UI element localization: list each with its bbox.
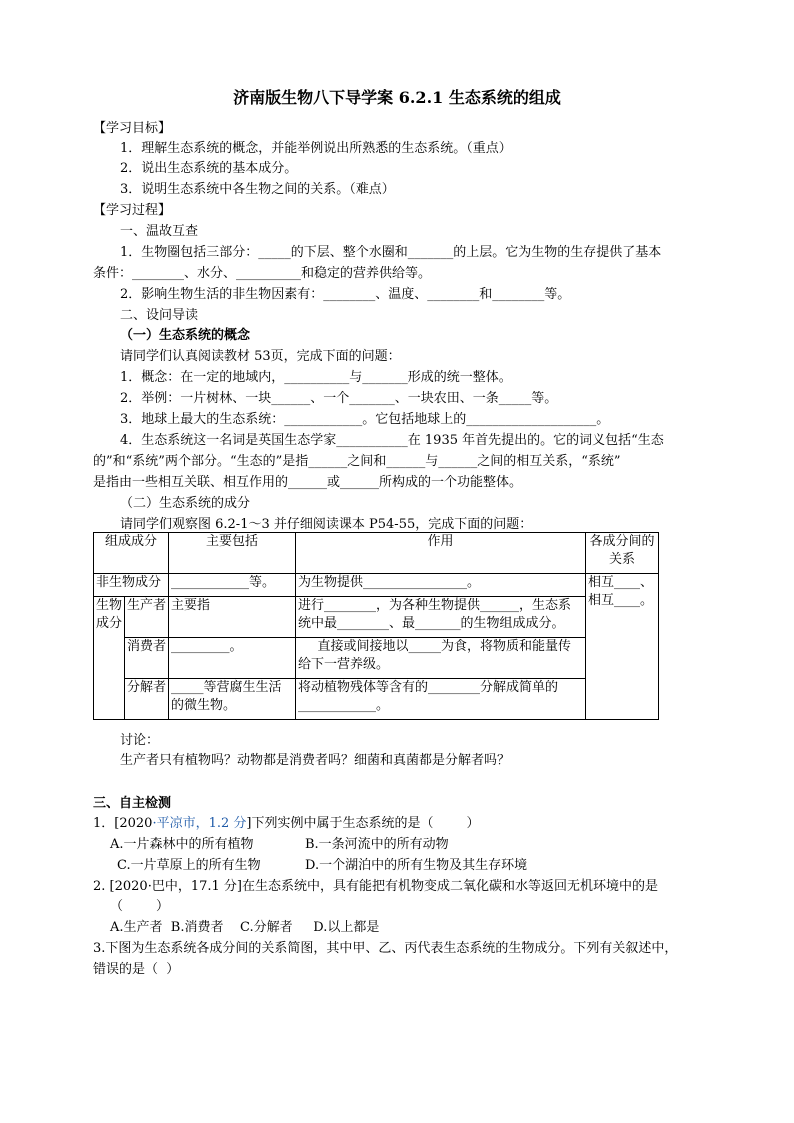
section-heading: （二）生态系统的成分 — [120, 496, 251, 511]
discussion-question: 生产者只有植物吗？动物都是消费者吗？细菌和真菌都是分解者吗？ — [120, 753, 511, 768]
section-heading: （一）生态系统的概念 — [120, 328, 251, 343]
guide-heading: 二、设问导读 — [120, 308, 199, 323]
guide-question: 4．生态系统这一名词是英国生态学家___________在 1935 年首先提出的。它的词义包括“生态 — [120, 433, 664, 448]
decomposer-label: 分解者 — [125, 679, 169, 720]
table-header-cell: 各成分间的关系 — [586, 533, 659, 574]
guide-question: 2．举例：一片树林、一块______、一个_______、一块农田、一条_____等。 — [120, 391, 558, 406]
goal-item: 1．理解生态系统的概念，并能举例说出所熟悉的生态系统。（重点） — [120, 141, 512, 156]
abiotic-label: 非生物成分 — [94, 574, 169, 597]
table-row — [94, 597, 659, 638]
table-header-cell: 组成成分 — [94, 533, 169, 574]
goal-item: 3．说明生态系统中各生物之间的关系。（难点） — [120, 182, 395, 197]
guide-question: 3．地球上最大的生态系统：____________。它包括地球上的____________________。 — [120, 412, 610, 427]
q1-option-a: A.一片森林中的所有植物 — [110, 837, 254, 852]
table-row — [94, 574, 659, 597]
q2-answer-paren: （ ） — [110, 899, 170, 914]
q2-options: A.生产者 B.消费者 C.分解者 D.以上都是 — [110, 920, 380, 935]
discussion-label: 讨论： — [120, 733, 160, 748]
consumer-includes: _________。 — [169, 638, 296, 679]
guide-question: 1．概念：在一定的地域内，__________与_______形成的统一整体。 — [120, 370, 512, 385]
table-header-cell: 主要包括 — [169, 533, 296, 574]
page-title: 济南版生物八下导学案 6.2.1 生态系统的组成 — [233, 88, 561, 107]
goal-item: 2．说出生态系统的基本成分。 — [120, 161, 298, 176]
producer-role: 进行________，为各种生物提供______，生态系统中最________、最_______的生物组成成分。 — [296, 597, 586, 638]
consumer-role: 直接或间接地以_____为食，将物质和能量传给下一营养级。 — [296, 638, 586, 679]
review-heading: 一、温故互查 — [120, 224, 199, 239]
table-row — [94, 638, 659, 679]
producer-includes: 主要指 — [169, 597, 296, 638]
producer-label: 生产者 — [125, 597, 169, 638]
q1-stem: ]下列实例中属于生态系统的是（ ） — [246, 816, 480, 831]
table-header-cell: 作用 — [296, 533, 586, 574]
abiotic-includes: ____________等。 — [169, 574, 296, 597]
table-row — [94, 679, 659, 720]
guide-question: 是指由一些相互关联、相互作用的______或______所构成的一个功能整体。 — [93, 475, 523, 490]
question-3-cont: 错误的是（ ） — [93, 962, 180, 977]
decomposer-includes: _____等营腐生生活的微生物。 — [169, 679, 296, 720]
abiotic-role: 为生物提供________________。 — [296, 574, 586, 597]
review-question: 条件：________、水分、__________和稳定的营养供给等。 — [93, 266, 432, 281]
question-1 — [93, 815, 480, 833]
table-header-row — [94, 533, 659, 574]
biotic-label: 生物成分 — [94, 597, 125, 720]
relation-cell: 相互____、相互____。 — [586, 574, 659, 720]
q1-option-c: C.一片草原上的所有生物 — [117, 858, 261, 873]
decomposer-role: 将动植物残体等含有的________分解成简单的____________。 — [296, 679, 586, 720]
question-3: 3.下图为生态系统各成分间的关系简图，其中甲、乙、丙代表生态系统的生物成分。下列有关叙述中， — [93, 941, 678, 956]
review-question: 2．影响生物生活的非生物因素有：________、温度、________和________等。 — [120, 287, 571, 302]
q1-option-d: D.一个湖泊中的所有生物及其生存环境 — [305, 858, 528, 873]
section-intro: 请同学们观察图 6.2-1～3 并仔细阅读课本 P54-55，完成下面的问题： — [120, 517, 533, 532]
section-intro: 请同学们认真阅读教材 53页，完成下面的问题： — [120, 349, 401, 364]
q1-source: ·平凉市，1.2 分 — [152, 816, 247, 831]
question-2: 2. [2020·巴中，17.1 分]在生态系统中，具有能把有机物变成二氧化碳和水等返回无机环境中的是 — [93, 879, 658, 894]
review-question: 1．生物圈包括三部分：_____的下层、整个水圈和_______的上层。它为生物的生存提供了基本 — [120, 245, 662, 260]
q1-option-b: B.一条河流中的所有动物 — [305, 837, 449, 852]
selfcheck-heading: 三、自主检测 — [93, 796, 172, 811]
goals-heading: 【学习目标】 — [93, 121, 172, 136]
consumer-label: 消费者 — [125, 638, 169, 679]
q1-prefix: 1．[2020 — [93, 816, 153, 831]
process-heading: 【学习过程】 — [93, 203, 172, 218]
ecosystem-components-table — [93, 532, 659, 720]
guide-question: 的”和“系统”两个部分。“生态的”是指______之间和______与______之间的相互关系，“系统” — [93, 454, 621, 469]
